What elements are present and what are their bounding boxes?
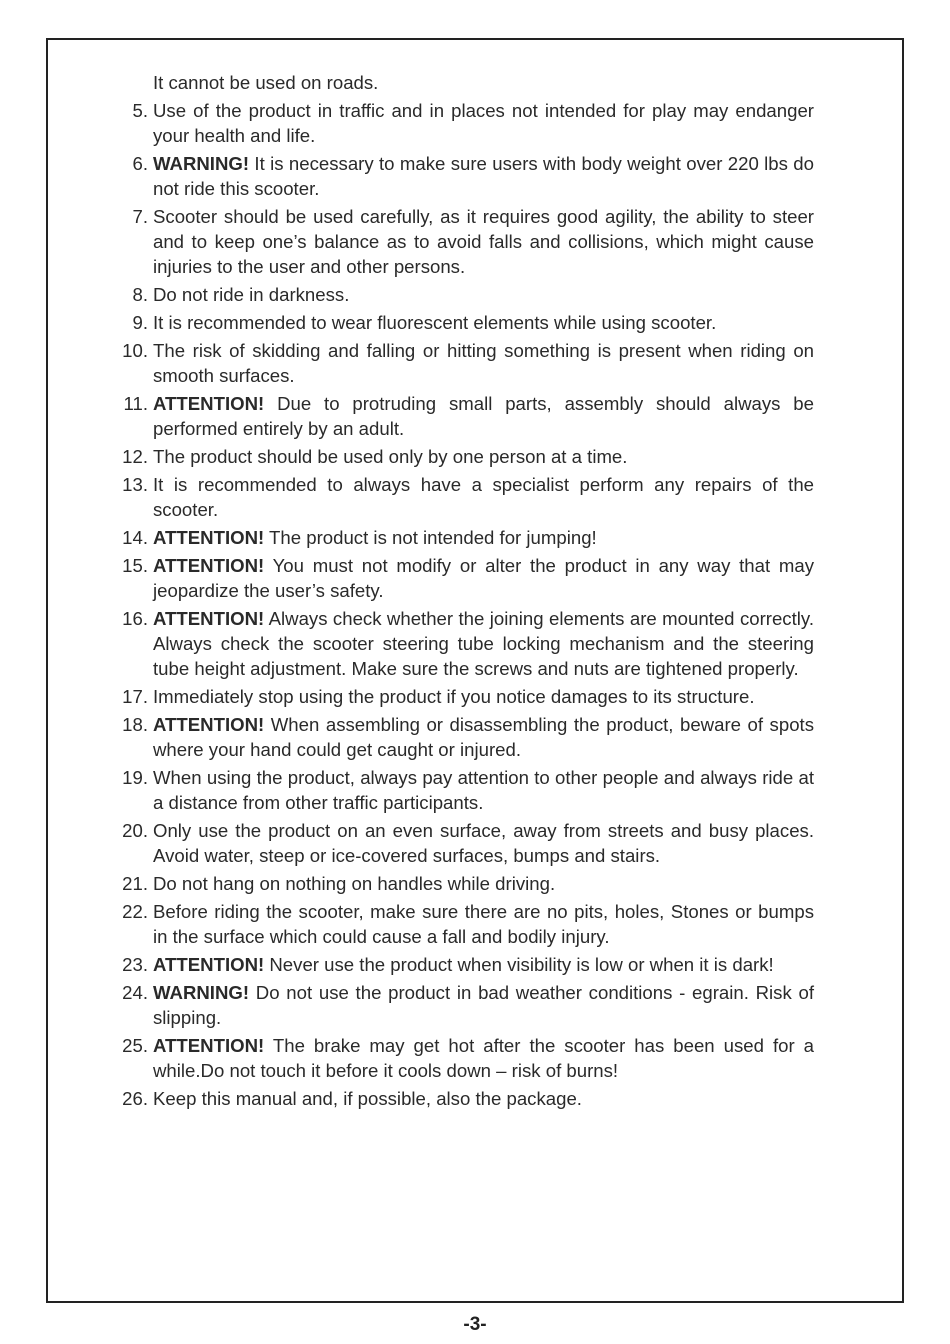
list-item [112,899,814,949]
list-item [112,1033,814,1083]
item-text: It is recommended to wear fluorescent elements while using scooter. [153,312,717,333]
alert-label: ATTENTION! [153,555,265,576]
item-number: 22. [122,901,148,922]
item-number: 25. [122,1035,148,1056]
item-number: 15. [122,555,148,576]
item-number: 19. [122,767,148,788]
list-item [112,444,814,469]
alert-label: ATTENTION! [153,393,265,414]
item-number: 23. [122,954,148,975]
item-number: 24. [122,982,148,1003]
alert-label: ATTENTION! [153,714,265,735]
item-text: Use of the product in traffic and in places not intended for play may endanger your health and life. [153,100,814,146]
continuation-text: It cannot be used on roads. [153,72,379,93]
list-item [112,553,814,603]
list-item [112,606,814,681]
list-item [112,712,814,762]
item-number: 14. [122,527,148,548]
item-number: 5. [132,100,148,121]
list-item [112,980,814,1030]
item-text: Always check whether the joining elements are mounted correctly. Always check the scooter steering tube locking mechanism and the steering tube height adjustment. Make sure the screws and nuts are tightened properly. [153,608,814,679]
item-text: It is necessary to make sure users with body weight over 220 lbs do not ride this scooter. [153,153,814,199]
item-number: 12. [122,446,148,467]
list-items [112,98,814,1111]
item-number: 7. [132,206,148,227]
alert-label: WARNING! [153,982,250,1003]
item-text: Keep this manual and, if possible, also the package. [153,1088,582,1109]
item-text: You must not modify or alter the product in any way that may jeopardize the user’s safety. [153,555,814,601]
list-item [112,98,814,148]
list-item [112,818,814,868]
item-text: Before riding the scooter, make sure there are no pits, holes, Stones or bumps in the surface which could cause a fall and bodily injury. [153,901,814,947]
item-number: 26. [122,1088,148,1109]
alert-label: ATTENTION! [153,954,265,975]
list-item [112,282,814,307]
list-item [112,952,814,977]
item-number: 21. [122,873,148,894]
item-text: Do not hang on nothing on handles while driving. [153,873,556,894]
page-number: -3- [463,1314,487,1335]
item-number: 9. [132,312,148,333]
list-item [112,310,814,335]
item-number: 10. [122,340,148,361]
item-number: 13. [122,474,148,495]
item-text: When assembling or disassembling the product, beware of spots where your hand could get caught or injured. [153,714,815,760]
item-text: It is recommended to always have a specialist perform any repairs of the scooter. [153,474,814,520]
list-item [112,871,814,896]
item-text: The product is not intended for jumping! [269,527,597,548]
item-number: 20. [122,820,148,841]
item-text: The brake may get hot after the scooter has been used for a while.Do not touch it before it cools down – risk of burns! [153,1035,814,1081]
list-item [112,1086,814,1111]
item-text: The product should be used only by one person at a time. [153,446,628,467]
alert-label: ATTENTION! [153,1035,265,1056]
alert-label: ATTENTION! [153,608,265,629]
item-text: Do not use the product in bad weather conditions - egrain. Risk of slipping. [153,982,815,1028]
item-number: 17. [122,686,148,707]
item-number: 8. [132,284,148,305]
list-item [112,525,814,550]
list-item [112,472,814,522]
item-text: The risk of skidding and falling or hitting something is present when riding on smooth surfaces. [153,340,814,386]
item-text: Immediately stop using the product if you notice damages to its structure. [153,686,755,707]
item-text: Due to protruding small parts, assembly should always be performed entirely by an adult. [153,393,814,439]
item-number: 18. [122,714,148,735]
list-item [112,765,814,815]
alert-label: WARNING! [153,153,250,174]
item-text: When using the product, always pay attention to other people and always ride at a distance from other traffic participants. [153,767,814,813]
list-item [112,151,814,201]
item-text: Scooter should be used carefully, as it requires good agility, the ability to steer and to keep one’s balance as to avoid falls and collisions, which might cause injuries to the user and other persons. [153,206,814,277]
item-number: 6. [132,153,148,174]
item-text: Only use the product on an even surface, away from streets and busy places. Avoid water, steep or ice-covered surfaces, bumps and stairs. [153,820,814,866]
safety-list [112,70,814,1114]
list-item [112,204,814,279]
list-item [112,391,814,441]
list-item [112,684,814,709]
list-item [112,338,814,388]
alert-label: ATTENTION! [153,527,265,548]
item-text: Do not ride in darkness. [153,284,350,305]
item-text: Never use the product when visibility is low or when it is dark! [269,954,774,975]
item-number: 11. [123,393,148,414]
item-number: 16. [122,608,148,629]
